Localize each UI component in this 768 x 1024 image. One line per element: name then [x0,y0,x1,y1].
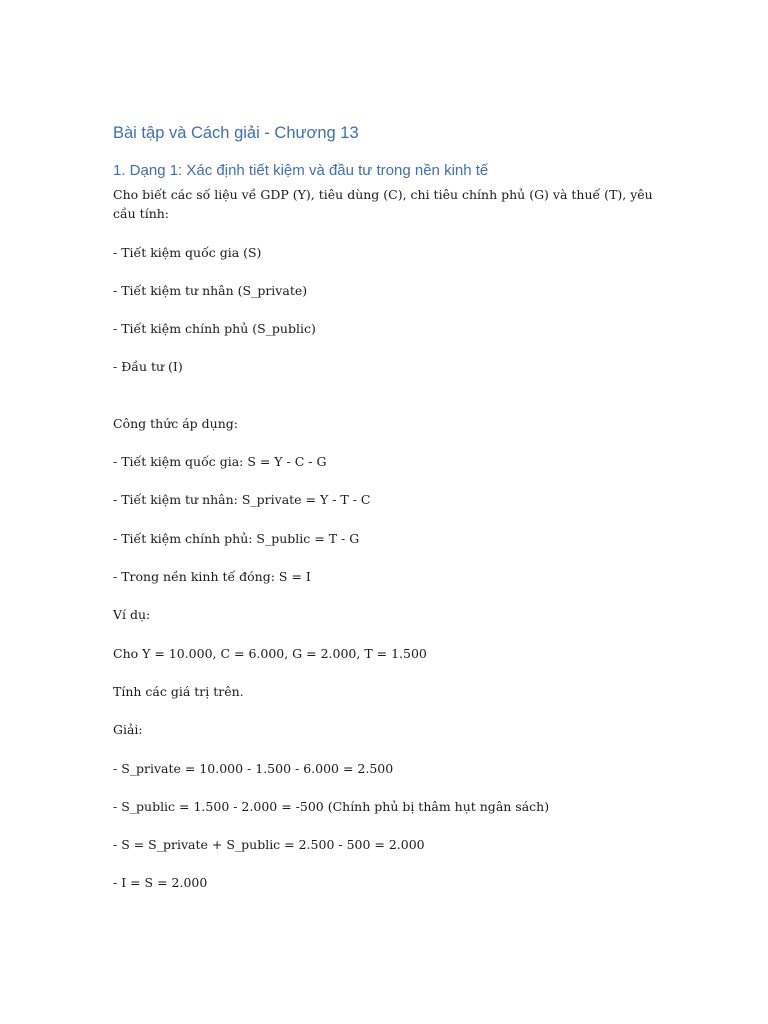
formula-heading: Công thức áp dụng: [113,416,238,431]
example-task: Tính các giá trị trên. [113,684,244,699]
document-title: Bài tập và Cách giải - Chương 13 [113,124,359,142]
solution-step: - S_public = 1.500 - 2.000 = -500 (Chính phủ bị thâm hụt ngân sách) [113,799,550,814]
example-given: Cho Y = 10.000, C = 6.000, G = 2.000, T = 1.500 [113,646,427,661]
requirement-item: - Tiết kiệm quốc gia (S) [113,245,262,260]
requirement-item: - Tiết kiệm tư nhân (S_private) [113,283,308,298]
solution-step: - S = S_private + S_public = 2.500 - 500 = 2.000 [113,837,425,852]
formula-item: - Tiết kiệm quốc gia: S = Y - C - G [113,454,327,469]
solution-step: - S_private = 10.000 - 1.500 - 6.000 = 2.500 [113,761,394,776]
requirement-item: - Đầu tư (I) [113,359,183,374]
solution-step: - I = S = 2.000 [113,875,208,890]
example-heading: Ví dụ: [113,607,151,622]
formula-item: - Trong nền kinh tế đóng: S = I [113,569,311,584]
formula-item: - Tiết kiệm tư nhân: S_private = Y - T - C [113,492,371,507]
solution-heading: Giải: [113,722,143,737]
formula-item: - Tiết kiệm chính phủ: S_public = T - G [113,531,360,546]
section-heading: 1. Dạng 1: Xác định tiết kiệm và đầu tư trong nền kinh tế [113,162,489,179]
intro-paragraph: Cho biết các số liệu về GDP (Y), tiêu dùng (C), chi tiêu chính phủ (G) và thuế (T), yêu cầu tính: [113,187,653,221]
requirement-item: - Tiết kiệm chính phủ (S_public) [113,321,316,336]
